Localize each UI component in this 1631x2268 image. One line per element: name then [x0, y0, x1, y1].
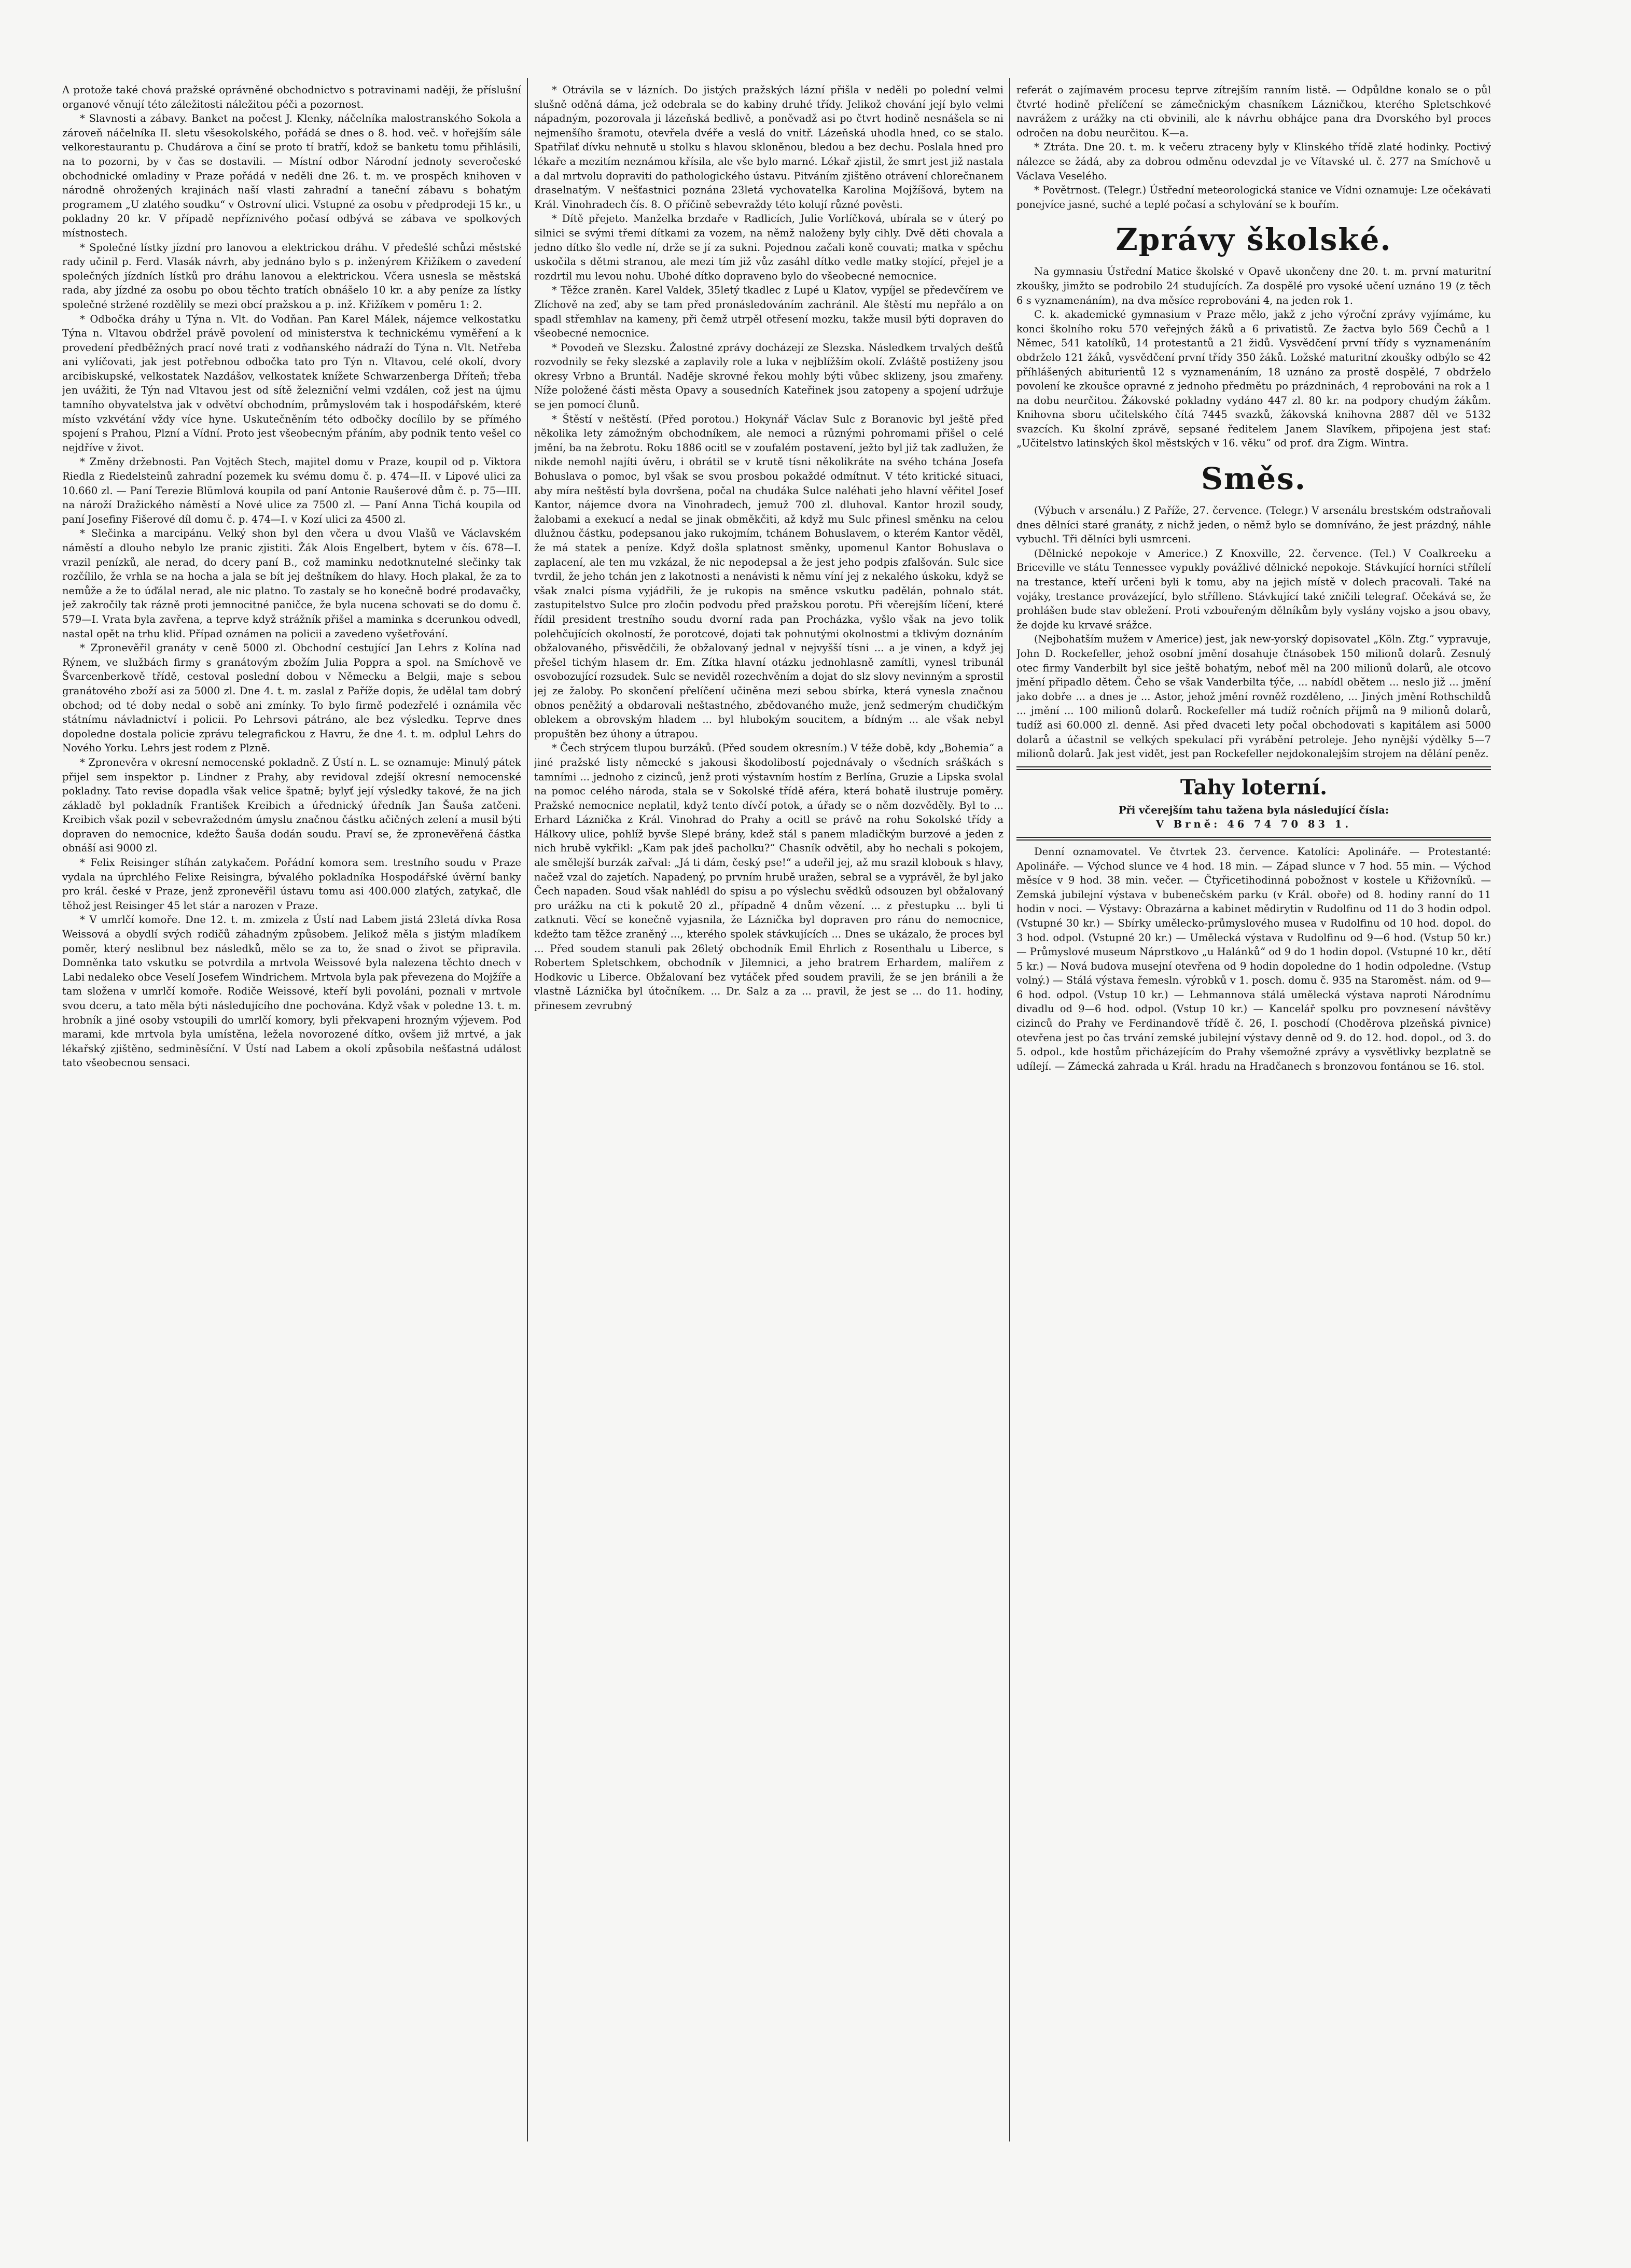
article-paragraph: * Felix Reisinger stíhán zatykačem. Pořádní komora sem. trestního soudu v Praze vydala na úprchlého Felixe Reisingra, bývalého pokladníka Hospodářské úvěrní banky pro král. české v Praze, jenž zpronevěřil ústavu tomu asi 400.000 zlatých, zatykač, dle těhož jest Reisinger 45 let stár a narozen v Praze.: [62, 857, 521, 912]
article-paragraph: * Otrávila se v lázních. Do jistých pražských lázní přišla v neděli po polední velmi slušně oděná dáma, jež odebrala se do kabiny druhé třídy. Jelikož chování její bylo velmi nápadným, pozorovala ji lázeňská bedlivě, a poněvadž asi po čtvrt hodině nesnášela se ni nejmenšího šramotu, otevřela dvéře a veslá do vnitř. Lázeňská uhodla hned, co se stalo. Spatřilať dívku nehnutě u stolku s hlavou skloněnou, bledou a bez dechu. Poslala hned pro lékaře a mezitím neznámou křísila, ale vše bylo marné. Lékař zjistil, že smrt jest již nastala a dal mrtvolu dopraviti do pathologického ústavu. Pitváním zjištěno otrávení chlorečnanem draselnatým. V nešťastnici poznána 23letá vychovatelka Karolina Mojžíšová, bytem na Král. Vinohradech čís. 8. O příčině sebevraždy této kolují různé pověsti.: [534, 84, 1003, 211]
article-paragraph: Denní oznamovatel. Ve čtvrtek 23. července. Katolíci: Apolináře. — Protestanté: Apolináře. — Východ slunce ve 4 hod. 18 min. — Západ slunce v 7 hod. 55 min. — Východ měsíce v 9 hod. 38 min. večer. — Čtyřicetihodinná pobožnost v kostele u Křižovníků. — Zemská jubilejní výstava v bubenečském parku (v Král. oboře) od 8. hodiny ranní do 11 hodin v noci. — Výstavy: Obrazárna a kabinet mědirytin v Rudolfinu od 11 do 3 hodin odpol. (Vstupné 30 kr.) — Sbírky umělecko-průmyslového musea v Rudolfinu od 10 hod. dopol. do 3 hod. odpol. (Vstupné 20 kr.) — Umělecká výstava v Rudolfinu od 9—6 hod. (Vstup 50 kr.) — Průmyslové museum Náprstkovo „u Halánků“ od 9 do 1 hodin dopol. (Vstupné 10 kr., dětí 5 kr.) — Nová budova musejní otevřena od 9 hodin dopoledne do 1 hodin odpoledne. (Vstup volný.) — Stálá výstava řemesln. výrobků v 1. posch. domu č. 935 na Staroměst. nám. od 9—6 hod. odpol. (Vstup 10 kr.) — Lehmannova stálá umělecká výstava naproti Národnímu divadlu od 9—6 hod. odpol. (Vstup 10 kr.) — Kancelář spolku pro povznesení návštěvy cizinců do Prahy ve Ferdinandově třídě č. 26, I. poschodí (Choděrova plzeňská pivnice) otevřena jest po čas trvání zemské jubilejní výstavy denně od 9. do 12. hod. dopol., od 3. do 5. odpol., kde hostům přicházejícím do Prahy všemožné zprávy a vysvětlivky bezplatně se udílejí. — Zámecká zahrada u Král. hradu na Hradčanech s bronzovou fontánou se 16. stol.: [1016, 845, 1491, 1072]
article-paragraph: * Ztráta. Dne 20. t. m. k večeru ztraceny byly v Klinského třídě zlaté hodinky. Poctivý nálezce se žádá, aby za dobrou odměnu odevzdal je ve Vítavské ul. č. 277 na Smíchově u Václava Veselého.: [1016, 141, 1491, 182]
article-paragraph: * V umrlčí komoře. Dne 12. t. m. zmizela z Ústí nad Labem jistá 23letá dívka Rosa Weissová a obydlí svých rodičů záhadným způsobem. Jelikož měla s jistým mladíkem poměr, který neslibnul bez následků, mělo se za to, že snad o život se připravila. Domněnka tato vskutku se potvrdila a mrtvola Weissové byla nalezena těchto dnech v Labi nedaleko obce Veselí Josefem Windrichem. Mrtvola byla pak převezena do Mojžíře a tam složena v umrlčí komoře. Rodiče Weissové, kteří byli povoláni, poznali v mrtvole svou dceru, a tato měla býti následujícího dne pochována. Když však v poledne 13. t. m. hrobník a jiné osoby vstoupili do umrlčí komory, byli překvapeni hrozným výjevem. Pod marami, kde mrtvola byla umístěna, ležela novorozené dítko, ovšem již mrtvé, a jak lékařský zjištěno, sedminěsíční. V Ústí nad Labem a okolí způsobila nešťastná událost tato všeobecnou sensaci.: [62, 914, 521, 1069]
article-paragraph: (Nejbohatším mužem v Americe) jest, jak new-yorský dopisovatel „Köln. Ztg.“ vypravuje, John D. Rockefeller, jehož osobní jmění dosahuje čtnásobek 150 milionů dolarů. Zesnulý otec firmy Vanderbilt byl sice ještě bohatým, neboť měl na 200 milionů dolarů, ale otcovo jmění připadlo dětem. Čeho se však Vanderbilta týče, ... nabídl obětem ... neslo již ... jmění jako dobře ... a dnes je ... Astor, jehož jmění rovněž rozděleno, ... Jiných jmění Rothschildů ... jmění ... 100 milionů dolarů. Rockefeller má tudíž ročních příjmů na 9 milionů dolarů, tudíž asi 60.000 zl. denně. Asi před dvaceti lety počal obchodovati s kapitálem asi 5000 dolarů a účastnil se velkých spekulací při vyrábění petroleje. Jeho nynější výdělky 5—7 milionů dolarů. Jak jest vidět, jest pan Rockefeller nejdokonalejším strojem na dělání peněz.: [1016, 633, 1491, 760]
article-paragraph: * Povodeň ve Slezsku. Žalostné zprávy docházejí ze Slezska. Následkem trvalých dešťů rozvodnily se řeky slezské a zaplavily role a luka v nejblížším okolí. Zvláště postiženy jsou okresy Vrbno a Bruntál. Naděje skrovné řekou mohly býti vůbec sklizeny, jsou zmařeny. Níže položené části města Opavy a sousedních Kateřinek jsou zatopeny a spojení udržuje se jen pomocí člunů.: [534, 341, 1003, 411]
section-title-lottery: Tahy loterní.: [1180, 775, 1328, 800]
article-paragraph: * Povětrnost. (Telegr.) Ústřední meteorologická stanice ve Vídni oznamuje: Lze očekávati ponejvíce jasné, suché a teplé počasí a schylování se k bouřím.: [1016, 184, 1491, 211]
column-3: [1016, 83, 1491, 2147]
article-paragraph: (Dělnické nepokoje v Americe.) Z Knoxville, 22. července. (Tel.) V Coalkreeku a Briceville ve státu Tennessee vypukly povážlivé dělnické nepokoje. Stávkující horníci střílelí na trestance, kteří určeni byli k tomu, aby na jejich místě v dolech pracovali. Také na vojáky, trestance provázející, bylo střílleno. Stávkující také zničili telegraf. Očekává se, že prohlášen bude stav obležení. Proti vzbouřeným dělníkům byly vyslány vojsko a jsou obavy, že dojde ku krvavé srážce.: [1016, 547, 1491, 631]
column-rule-1: [527, 78, 528, 2141]
column-rule-2: [1009, 78, 1010, 2141]
article-paragraph: C. k. akademické gymnasium v Praze mělo, jakž z jeho výroční zprávy vyjímáme, ku konci školního roku 570 veřejných žáků a 6 privatistů. Ze žactva bylo 569 Čechů a 1 Němec, 541 katolíků, 14 protestantů a 21 židů. Vysvědčení první třídy s vyznamenáním obdrželo 121 žáků, vysvědčení první třídy 350 žáků. Ložské maturitní zkoušky odbýlo se 42 příhlášených abiturientů 12 s vyznamenáním, 18 uznáno za prostě dospělé, 7 obdrželo povolení ke zkoušce opravné z jednoho předmětu po prázdninách, 4 reprobováni na rok a 1 na dobu neurčitou. Žákovské pokladny vydáno 447 zl. 80 kr. na podpory chudým žákům. Knihovna sboru učitelského čítá 7445 svazků, žákovská knihovna 2887 děl ve 5132 svazcích. Ku školní zprávě, sepsané ředitelem Janem Slavíkem, připojena jest stať: „Učitelstvo latinských škol městských v 16. věku“ od prof. dra Zigm. Wintra.: [1016, 309, 1491, 450]
article-paragraph: * Zpronevěra v okresní nemocenské pokladně. Z Ústí n. L. se oznamuje: Minulý pátek přijel sem inspektor p. Lindner z Prahy, aby revidoval zdejší okresní nemocenské pokladny. Tato revise dopadla však velice špatně; bylyť její výsledky takové, že na jich základě byl pokladník František Kreibich a úřednický úředník Jan Šauša zatčeni. Kreibich však pozil v sebevražedném úmyslu značnou částku ačičných zelení a musil býti dopraven do nemocnice, kdežto Šauša dodán soudu. Praví se, že zpronevěřená částka obnáší asi 9000 zl.: [62, 756, 521, 855]
section-divider: [1016, 837, 1491, 841]
article-paragraph: * Zpronevěřil granáty v ceně 5000 zl. Obchodní cestující Jan Lehrs z Kolína nad Rýnem, ve službách firmy s granátovým zbožím Julia Poppra a spol. na Smíchově ve Švarcenberkově třídě, cestoval poslední dobou v Německu a Belgii, maje s sebou granátového zboží asi za 5000 zl. Dne 4. t. m. zaslal z Paříže dopis, že udělal tam dobrý obchod; od té doby nedal o sobě ani zmínky. To bylo firmě podezřelé i oznámila věc státnímu návladnictví i policii. Po Lehrsovi pátráno, ale bez výsledku. Teprve dnes dopoledne dostala policie zprávu telegrafickou z Havru, že dne 4. t. m. odplul Lehrs do Nového Yorku. Lehrs jest rodem z Plzně.: [62, 642, 521, 754]
section-title-school: Zprávy školské.: [1116, 222, 1392, 258]
article-paragraph: * Dítě přejeto. Manželka brzdaře v Radlicích, Julie Vorlíčková, ubírala se v úterý po silnici se svými třemi dítkami za vozem, na němž naloženy byly cihly. Dvě děti chovala a jedno dítko šlo vedle ní, drže se jí za sukni. Pojednou začali koně couvati; matka v spěchu uskočila s dětmi stranou, ale mezi tím již vůz zasáhl dítko vedle matky stojící, přejel je a rozdrtil mu levou nohu. Ubohé dítko dopraveno bylo do všeobecné nemocnice.: [534, 213, 1003, 282]
section-title-smes: Směs.: [1201, 461, 1306, 497]
lottery-subtitle: Při včerejším tahu tažena byla následující čísla:: [1118, 804, 1389, 816]
article-paragraph: A protože také chová pražské oprávněné obchodnictvo s potravinami naději, že příslušní organové věnují této záležitosti náležitou péči a pozornost.: [62, 84, 521, 110]
lottery-numbers: V Brně: 46 74 70 83 1.: [1155, 818, 1352, 831]
article-paragraph: * Společné lístky jízdní pro lanovou a elektrickou dráhu. V předešlé schůzi městské rady učinil p. Ferd. Vlasák návrh, aby jednáno bylo s p. inženýrem Křižíkem o zavedení společných jízdních lístků pro dráhu lanovou a elektrickou. Včera usnesla se městská rada, aby jízdné za osobu po obou těchto tratích obnášelo 10 kr. a aby peníze za lístky společné stržené rozdělily se mezi obcí pražskou a p. inž. Křižíkem v poměru 1: 2.: [62, 241, 521, 311]
article-paragraph: * Změny držebnosti. Pan Vojtěch Stech, majitel domu v Praze, koupil od p. Viktora Riedla z Riedelsteinů zahradní pozemek ku svému domu č. p. 474—II. v Lipové ulici za 10.660 zl. — Paní Terezie Blümlová koupila od paní Antonie Raušerové dům č. p. 75—III. na nároží Dražického náměstí a Nové ulice za 7500 zl. — Paní Anna Tichá koupila od paní Josefiny Fišerové díl domu č. p. 474—I. v Kozí ulici za 4500 zl.: [62, 456, 521, 525]
column-1: [62, 83, 521, 2147]
section-divider: [1016, 766, 1491, 770]
article-paragraph: * Odbočka dráhy u Týna n. Vlt. do Vodňan. Pan Karel Málek, nájemce velkostatku Týna n. Vltavou obdržel právě povolení od ministerstva k technickému vyměření a k provedení předběžných prací nové trati z vodňanského nádraží do Týna n. Vlt. Netřeba ani vylíčovati, jak jest potřebnou odbočka tato pro Týn n. Vltavou, celé okolí, dvory arcibiskupské, velkostatek Nazdášov, velkostatek knížete Schwarzenberga Dříteň; třeba jen uvážiti, že Týn nad Vltavou jest od sítě železniční velmi vzdálen, což jest na újmu tamního obyvatelstva jak v odvětví obchodním, průmyslovém tak i hospodářském, které místo vzkvétání vždy více hyne. Uskutečněním této odbočky docílilo by se přímého spojení s Prahou, Plzní a Vídní. Proto jest všeobecným přáním, aby podnik tento vešel co nejdříve v život.: [62, 313, 521, 454]
article-paragraph: * Štěstí v neštěstí. (Před porotou.) Hokynář Václav Sulc z Boranovic byl ještě před několika lety zámožným obchodníkem, ale nemoci a různými pohromami přišel o celé jmění, ba na žebrotu. Roku 1886 ocitl se v zoufalém postavení, ježto byl již tak zadlužen, že nikde nemohl najíti úvěru, i obrátil se v krutě tísni několikráte na svého tchána Josefa Bohuslava o pomoc, byl však se svou prosbou pokaždé odmítnut. V této kritické situaci, aby míra neštěstí byla dovršena, počal na chudáka Sulce naléhati jeho hlavní věřitel Josef Kantor, nájemce dvora na Vinohradech, jemuž 700 zl. dluhoval. Kantor hrozil soudy, žalobami a exekucí a nedal se jinak obměkčiti, až když mu Sulc přinesl směnku na celou dlužnou částku, podepsanou jako rukojmím, tchánem Bohuslavem, o kterém Kantor věděl, že má statek a peníze. Když došla splatnost směnky, upomenul Kantor Bohuslava o zaplacení, ale ten mu vzkázal, že nic nepodepsal a že jest jeho podpis zfalšován. Sulc sice tvrdil, že jeho tchán jen z lakotnosti a nenávisti k němu víní jej z nekalého úskoku, když se však znalci písma vyjádřili, že je rukopis na směnce vskutku padělán, pohnalo stát. zastupitelstvo Sulce pro zločin podvodu před pražskou porotu. Při včerejším líčení, které řídil president trestního soudu dvorní rada pan Procházka, vyšlo však na jevo tolik polehčujících okolností, že porotcové, dojati tak pohnutými okolnostmi a tklivým doznáním obžalovaného, přisvědčili, že obžalovaný jednal v nejvyšší tísni ... a je vinen, a když jej přešel tichým hlasem dr. Em. Zítka hlavní otázku jednohlasně zamítli, vynesl tribunál osvobozující rozsudek. Sulc se neviděl rozechvěním a dojat do slz slovy nevinným a sprostil jej ze žaloby. Po skončení přelíčení učiněna mezi sebou sbírka, která vynesla značnou obnos peněžitý a obdarovali neštastného, zbědovaného muže, jenž sedmerým chudičkým oblekem a obrovským hladem ... byl hlubokým soucitem, a bídným ... ale však nebyl propuštěn bez úhony a útrapou.: [534, 413, 1003, 740]
article-paragraph: * Slavnosti a zábavy. Banket na počest J. Klenky, náčelníka malostranského Sokola a zároveň náčelníka II. sletu všesokolského, pořádá se dnes o 8. hod. več. v hořejším sále velkorestaurantu p. Chudárova a činí se proto tí bratří, kdož se banketu tomu přihlásili, na to pozorni, by v čas se dostavili. — Místní odbor Národní jednoty severočeské obchodnické omladiny v Praze pořádá v neděli dne 26. t. m. ve prospěch knihoven v národně ohrožených krajinách naší vlasti zahradní a taneční zábavu s bohatým programem „U zlatého soudku“ v Ostrovní ulici. Vstupné za osobu v předprodeji 15 kr., u pokladny 20 kr. V případě nepříznivého počasí odbývá se zábava ve spolkových místnostech.: [62, 113, 521, 239]
article-paragraph: * Čech strýcem tlupou burzáků. (Před soudem okresním.) V téže době, kdy „Bohemia“ a jiné pražské listy německé s jakousi škodolibostí pojednávaly o všedních sráškách s tamními ... jednoho z cizinců, jenž proti výstavním hostím z Berlína, Gruzie a Lipska svolal na pomoc celého národa, stala se v Sokolské třídě aféra, která bohatě ilustruje poměry. Pražské nemocnice neplatil, když tento dívčí potok, a úřady se o něm dozvěděly. Byl to ... Erhard Láznička z Král. Vinohrad do Prahy a ocitl se právě na rohu Sokolské třídy a Hálkovy ulice, pohlíž byvše Slepé brány, kdež stál s panem mladičkým burzové a jeden z nich hrubě vykřikl: „Kam pak jdeš pacholku?“ Chasník odvětil, aby ho nechali s pokojem, ale smělejší burzák zařval: „Já ti dám, český pse!“ a udeřil jej, až mu srazil klobouk s hlavy, načež vzal do zajetích. Napadený, po prvním hrubě uražen, sebral se a vyprávěl, že byl jako Čech napaden. Soud však nahlédl do spisu a po výslechu svědků odsouzen byl obžalovaný pro urážku na cti k pokutě 20 zl., případně 4 dnům vězení. ... z přestupku ... byli ti zatknuti. Věcí se konečně vyjasnila, že Láznička byl dopraven pro ránu do nemocnice, kdežto tam těžce zraněný ..., kterého spolek stávkujících ... Dnes se ukázalo, že proces byl ... Před soudem stanuli pak 26letý obchodník Emil Ehrlich z Rosenthalu u Liberce, s Robertem Spletschkem, obchodník v Jilemnici, a jeho bratrem Erhardem, malířem z Hodkovic u Liberce. Obžalovaní bez vytáček před soudem pravili, že se jen bránili a že vlastně Láznička byl útočníkem. ... Dr. Salz a za ... pravil, že jest se ... do 11. hodiny, přinesem zevrubný: [534, 742, 1003, 1012]
article-paragraph: Na gymnasiu Ústřední Matice školské v Opavě ukončeny dne 20. t. m. první maturitní zkoušky, jimžto se podrobilo 24 studujících. Za dospělé pro vysoké učení uznáno 19 (z těch 6 s vyznamenáním), na dva měsíce reprobováni 4, na jeden rok 1.: [1016, 265, 1491, 306]
column-2: [534, 83, 1003, 2147]
article-paragraph: referát o zajímavém procesu teprve zítrejším ranním listě. — Odpůldne konalo se o půl čtvrté hodině přelíčení se zámečnickým chasníkem Lázničkou, kterého Spletschkové navrážem z urážky na cti obvinili, ale k návrhu obhájce pana dra Dvorského byl proces odročen na dobu neurčitou. K—a.: [1016, 84, 1491, 139]
article-paragraph: * Těžce zraněn. Karel Valdek, 35letý tkadlec z Lupé u Klatov, vypíjel se předevčírem ve Zlíchově na zeď, aby se tam před pronásledováním zachránil. Ale štěstí mu nepřálo a on spadl střemhlav na kameny, při čemž utrpěl otřesení mozku, takže musil býti dopraven do všeobecné nemocnice.: [534, 284, 1003, 340]
article-paragraph: * Slečinka a marcipánu. Velký shon byl den včera u dvou Vlašů ve Václavském náměstí a dlouho nebylo lze pranic zjistiti. Žák Alois Engelbert, bytem v čís. 678—I. vrazil penízků, ale nerad, do dcery paní B., což maminku nedotknutelné slečinky tak rozčílilo, že vrhla se na hocha a jala se bít jej deštníkem do hlavy. Hoch plakal, že za to nemůže a že to úďálal nerad, ale nic platno. To zastaly se ho konečně bodré prodavačky, jež zakročily tak rázně proti jemnocitné paničce, že byla nucena schovati se do domu č. 579—I. Vrata byla zavřena, a teprve když strážník přišel a maminka s dcerunkou odvedl, nastal opět na trhu klid. Případ oznámen na policii a zavedeno vyšetřování.: [62, 527, 521, 640]
article-paragraph: (Výbuch v arsenálu.) Z Paříže, 27. července. (Telegr.) V arsenálu brestském odstraňovali dnes dělníci staré granáty, z nichž jeden, o němž bylo se domníváno, že jest prázdný, náhle vybuchl. Tři dělníci byli usmrceni.: [1016, 505, 1491, 545]
